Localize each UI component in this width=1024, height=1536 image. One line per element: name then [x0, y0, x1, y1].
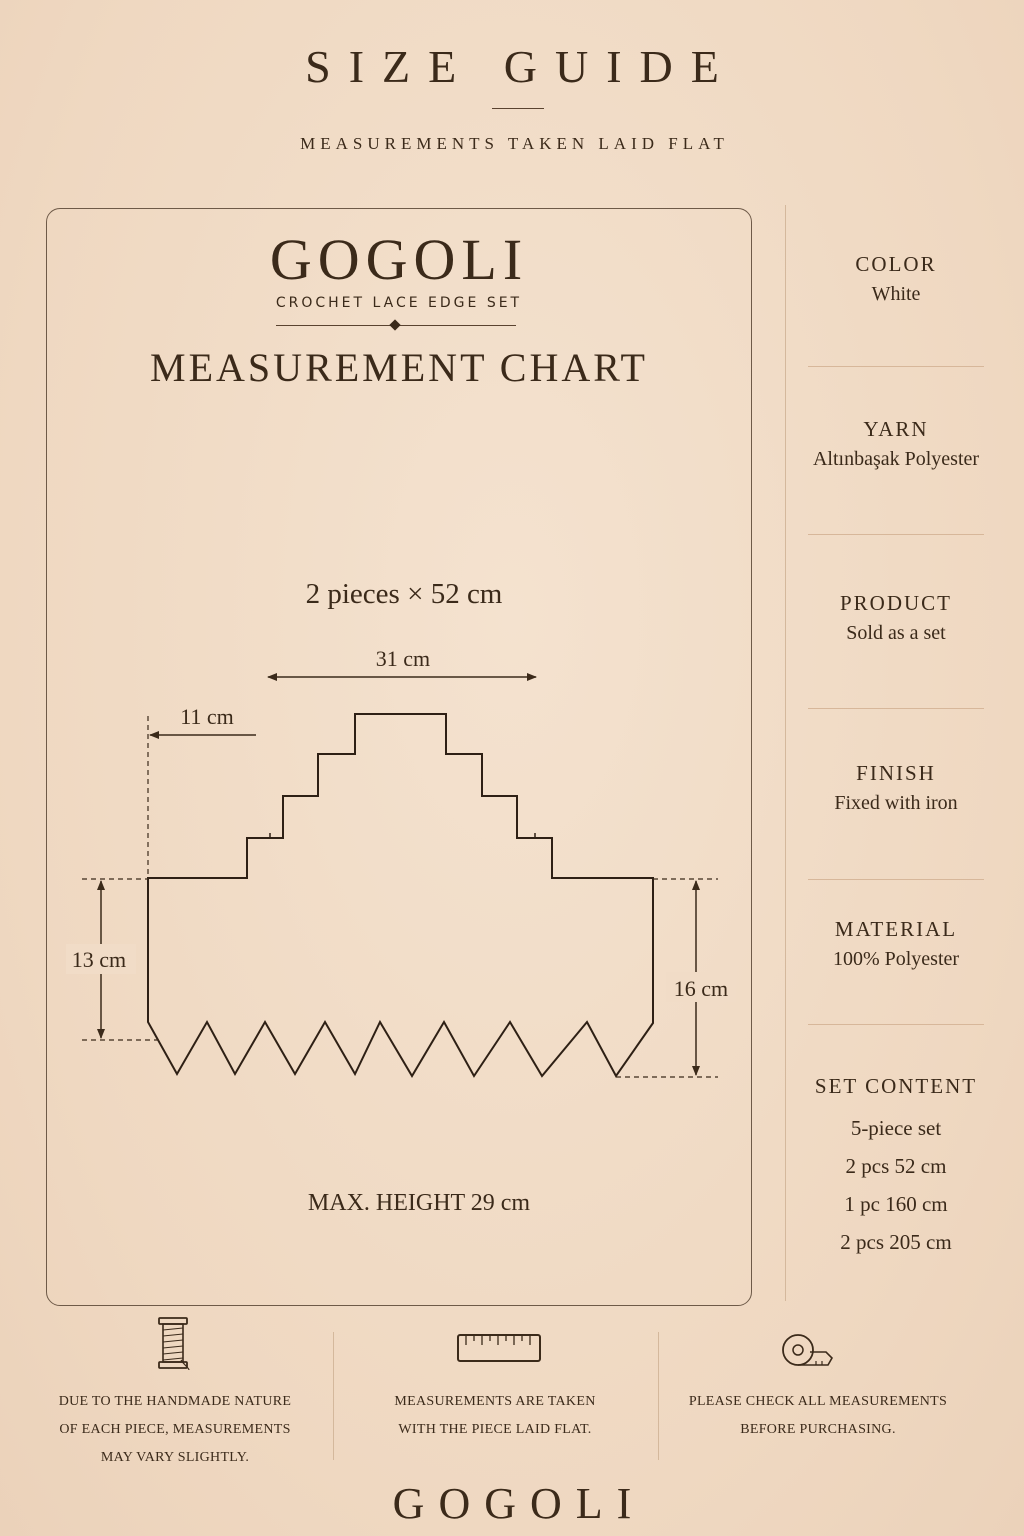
- spec-finish: [808, 761, 984, 815]
- note-line: OF EACH PIECE, MEASUREMENTS: [59, 1422, 291, 1437]
- spec-set-content: [808, 1074, 984, 1261]
- chart-title: MEASUREMENT CHART: [150, 345, 648, 390]
- spec-label: COLOR: [855, 252, 937, 276]
- brand-subtitle: CROCHET LACE EDGE SET: [275, 295, 523, 311]
- offset-label: 11 cm: [180, 704, 234, 729]
- note-check-measurements: [680, 1388, 956, 1444]
- spec-value: Fixed with iron: [834, 792, 958, 814]
- note-handmade: [40, 1388, 310, 1472]
- spec-product: [808, 591, 984, 645]
- left-height-label: 13 cm: [71, 947, 127, 972]
- spec-divider: [808, 366, 984, 367]
- top-width-label: 31 cm: [375, 646, 431, 671]
- set-content-line: 5-piece set: [850, 1116, 942, 1140]
- spec-label: PRODUCT: [839, 591, 953, 615]
- spec-value: Altınbaşak Polyester: [812, 448, 980, 470]
- lace-piece-outline: [148, 714, 653, 1076]
- max-height-label: MAX. HEIGHT 29 cm: [307, 1190, 531, 1216]
- note-line: DUE TO THE HANDMADE NATURE: [58, 1394, 292, 1409]
- spec-divider: [808, 708, 984, 709]
- spec-label: FINISH: [856, 761, 936, 785]
- ruler-icon: [456, 1332, 542, 1364]
- spec-divider: [808, 534, 984, 535]
- spec-label: YARN: [863, 417, 929, 441]
- note-line: MAY VARY SLIGHTLY.: [100, 1450, 250, 1465]
- spec-color: [808, 252, 984, 306]
- note-divider: [333, 1332, 334, 1460]
- note-laid-flat: [360, 1388, 630, 1444]
- thread-spool-icon: [155, 1316, 191, 1372]
- note-line: BEFORE PURCHASING.: [740, 1422, 896, 1437]
- note-divider: [658, 1332, 659, 1460]
- spec-label: SET CONTENT: [814, 1074, 978, 1098]
- spec-divider: [808, 1024, 984, 1025]
- note-line: PLEASE CHECK ALL MEASUREMENTS: [688, 1394, 948, 1409]
- tape-measure-icon: [780, 1328, 836, 1372]
- spec-label: MATERIAL: [834, 917, 958, 941]
- pieces-label: 2 pieces × 52 cm: [305, 578, 503, 610]
- brand-logo-text: GOGOLI: [269, 227, 529, 292]
- page-title: SIZE GUIDE: [305, 41, 737, 92]
- column-divider: [785, 205, 786, 1301]
- spec-yarn: [808, 417, 984, 471]
- set-content-line: 2 pcs 205 cm: [840, 1230, 952, 1254]
- note-line: MEASUREMENTS ARE TAKEN: [394, 1394, 596, 1409]
- footer-brand: GOGOLI: [392, 1479, 646, 1528]
- set-content-line: 2 pcs 52 cm: [845, 1154, 947, 1178]
- spec-value: 100% Polyester: [832, 948, 960, 970]
- right-height-label: 16 cm: [673, 976, 729, 1001]
- note-line: WITH THE PIECE LAID FLAT.: [398, 1422, 592, 1437]
- spec-value: White: [871, 283, 921, 305]
- spec-material: [808, 917, 984, 971]
- set-content-line: 1 pc 160 cm: [844, 1192, 948, 1216]
- page-subtitle: MEASUREMENTS TAKEN LAID FLAT: [300, 134, 729, 153]
- spec-value: Sold as a set: [846, 622, 946, 644]
- spec-divider: [808, 879, 984, 880]
